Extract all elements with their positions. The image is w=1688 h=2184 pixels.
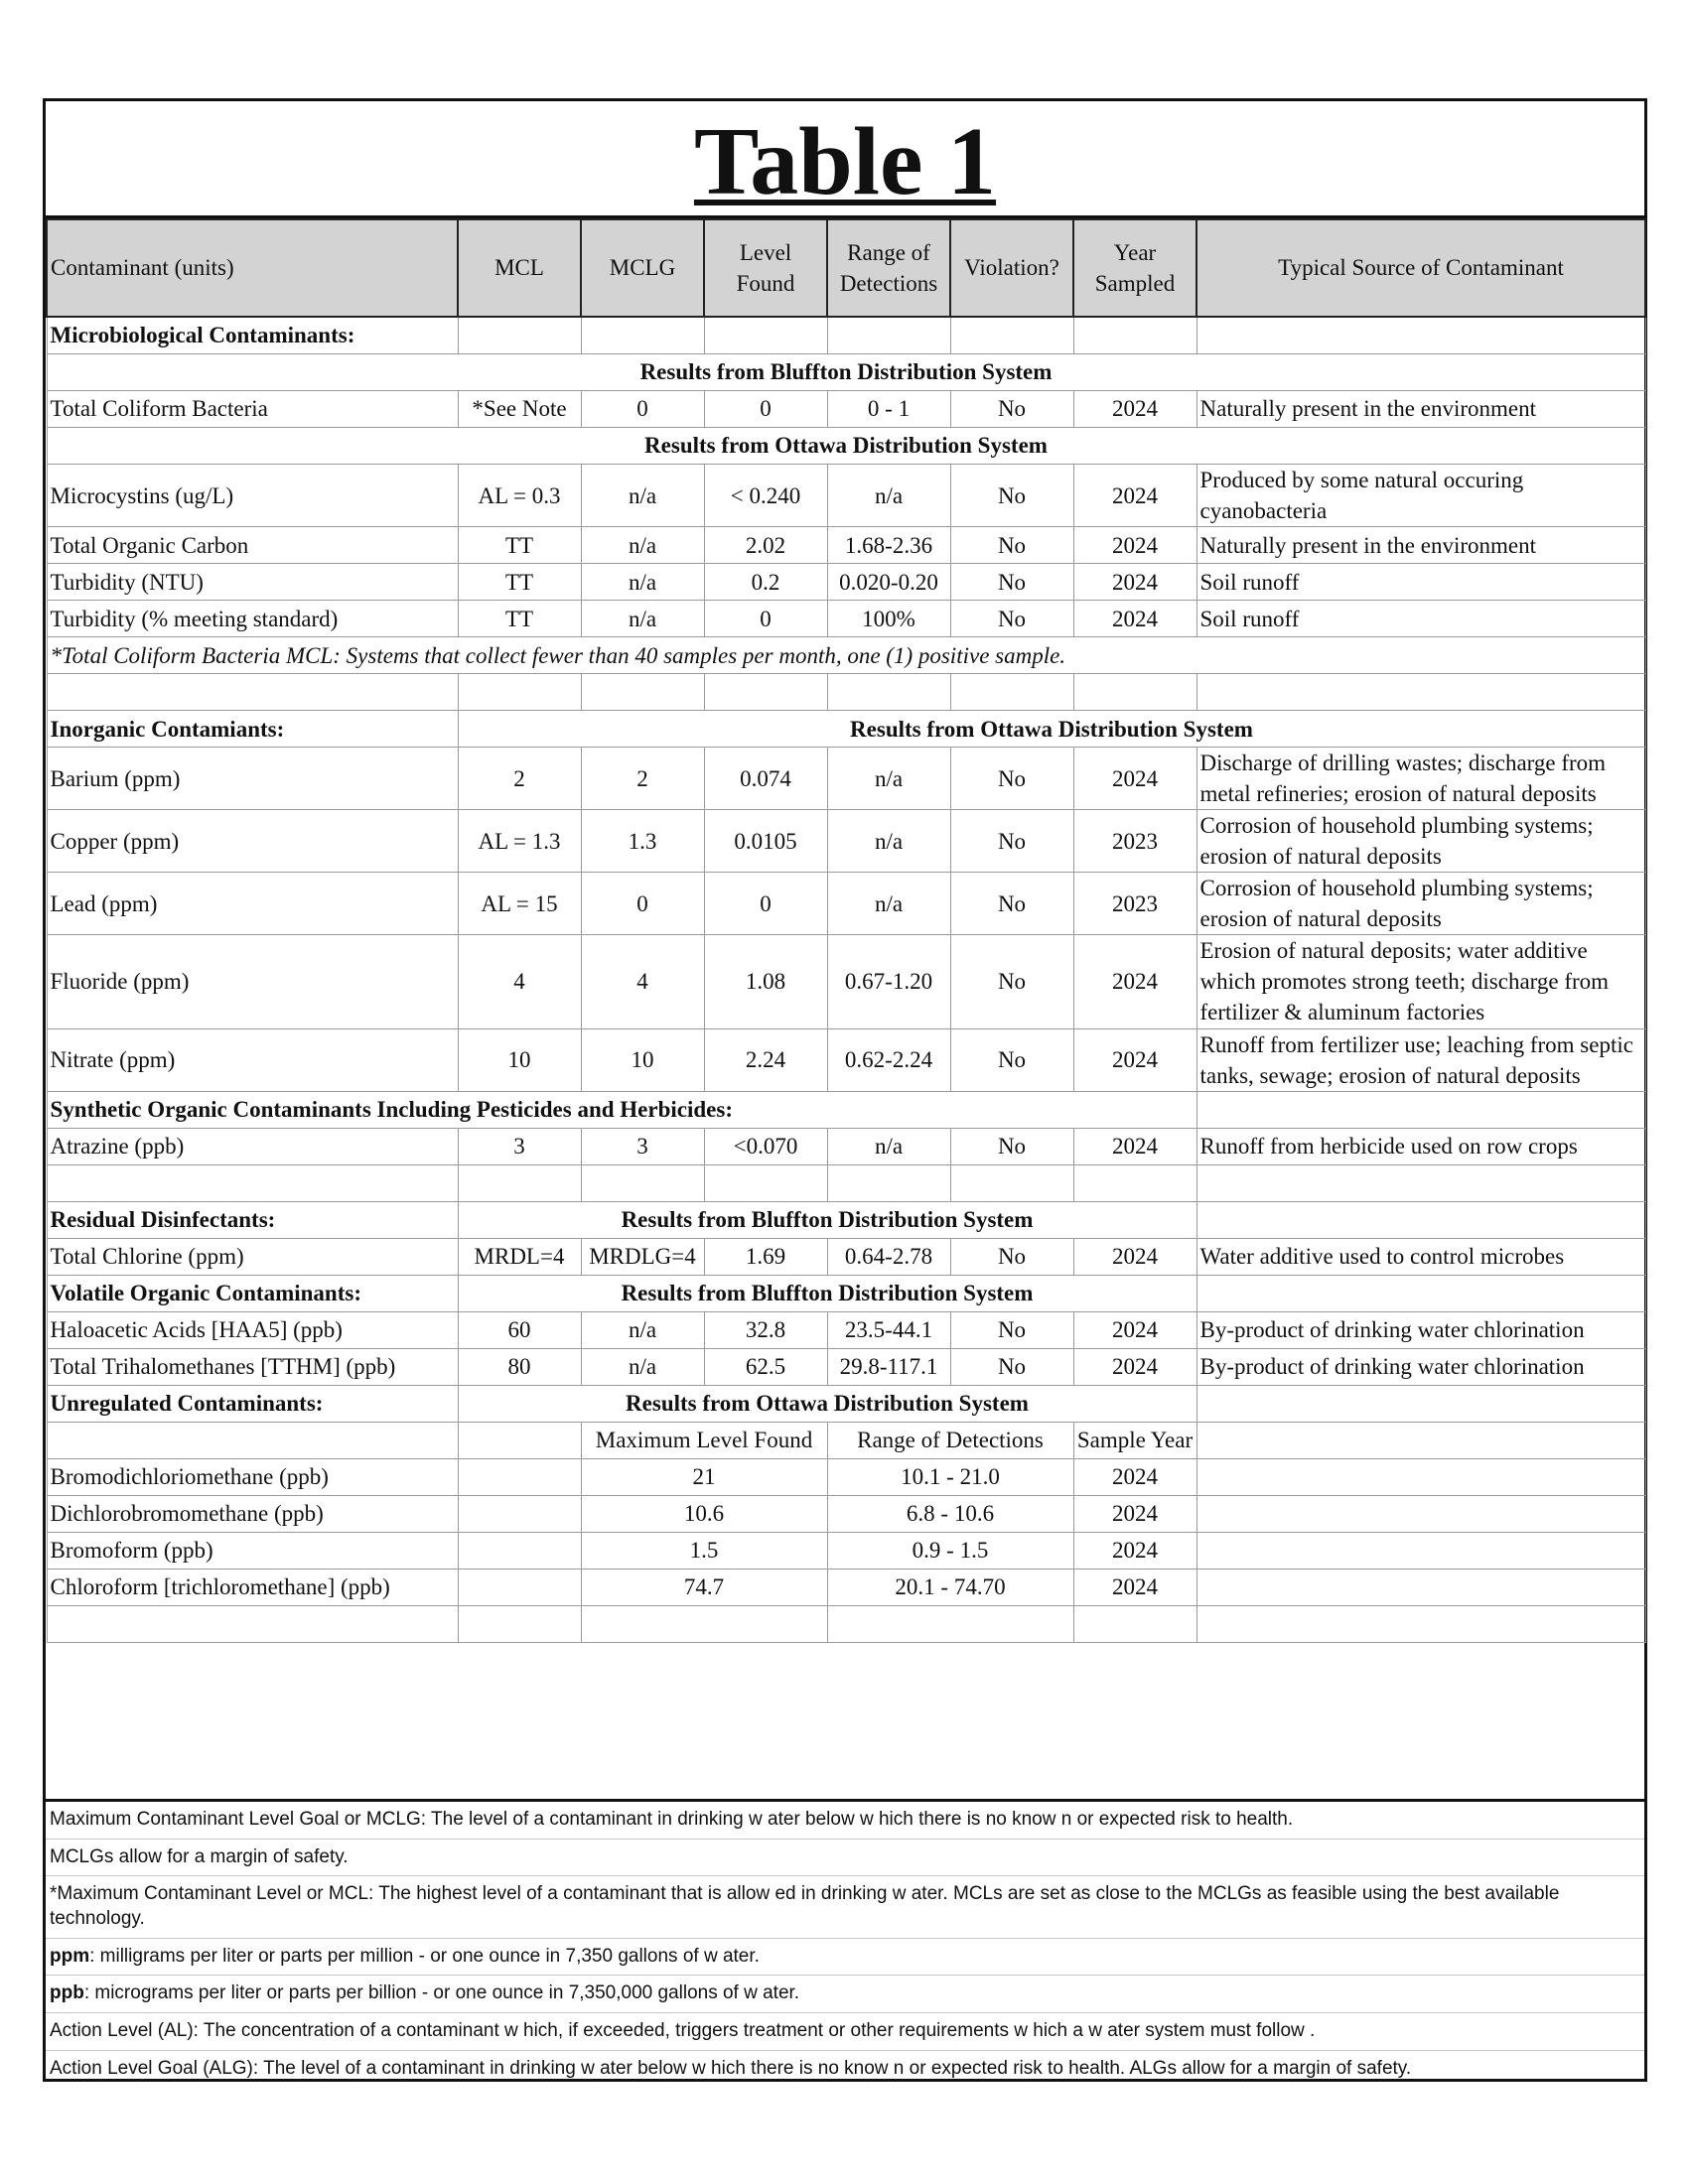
section-label: Synthetic Organic Contaminants Including Pesticides and Herbicides: [47, 1091, 1196, 1128]
mcl-cell: AL = 0.3 [458, 465, 581, 527]
definition-ppb [46, 1976, 1644, 2013]
year-cell: 2024 [1073, 391, 1196, 428]
definition-text: : milligrams per liter or parts per million - or one ounce in 7,350 gallons of w ater. [89, 1945, 760, 1967]
level-found-cell: < 0.240 [704, 465, 827, 527]
violation-cell: No [950, 1311, 1073, 1348]
source-cell: Discharge of drilling wastes; discharge from metal refineries; erosion of natural deposits [1196, 748, 1645, 810]
mcl-cell: 80 [458, 1348, 581, 1385]
mclg-cell: n/a [581, 1311, 704, 1348]
violation-cell: No [950, 810, 1073, 873]
year-cell: 2024 [1073, 1311, 1196, 1348]
range-cell: 0.64-2.78 [827, 1238, 950, 1275]
table-row [47, 810, 1645, 873]
results-heading-row [47, 354, 1645, 391]
range-cell: 0 - 1 [827, 391, 950, 428]
header-max-level: Maximum Level Found [581, 1422, 827, 1458]
contaminant-cell: Total Coliform Bacteria [47, 391, 458, 428]
range-cell: 0.62-2.24 [827, 1028, 950, 1091]
empty-cell [1196, 1458, 1645, 1495]
table-row [47, 391, 1645, 428]
results-heading: Results from Ottawa Distribution System [458, 711, 1645, 748]
level-found-cell: 0.074 [704, 748, 827, 810]
empty-cell [458, 1532, 581, 1569]
title-area [46, 101, 1644, 218]
header-contaminant: Contaminant (units) [47, 219, 458, 317]
level-found-cell: 0 [704, 391, 827, 428]
source-cell: Naturally present in the environment [1196, 391, 1645, 428]
violation-cell: No [950, 1348, 1073, 1385]
contaminant-cell: Haloacetic Acids [HAA5] (ppb) [47, 1311, 458, 1348]
source-cell: By-product of drinking water chlorination [1196, 1311, 1645, 1348]
level-found-cell: 62.5 [704, 1348, 827, 1385]
level-found-cell: 2.02 [704, 527, 827, 564]
range-cell: 23.5-44.1 [827, 1311, 950, 1348]
header-year: Year Sampled [1073, 219, 1196, 317]
section-row [47, 711, 1645, 748]
level-found-cell: <0.070 [704, 1128, 827, 1164]
contaminant-cell: Microcystins (ug/L) [47, 465, 458, 527]
section-row [47, 1091, 1645, 1128]
year-cell: 2023 [1073, 873, 1196, 935]
definition-al [46, 2013, 1644, 2051]
contaminant-cell: Total Trihalomethanes [TTHM] (ppb) [47, 1348, 458, 1385]
violation-cell: No [950, 1238, 1073, 1275]
contaminant-cell: Lead (ppm) [47, 873, 458, 935]
table-row [47, 1569, 1645, 1605]
sample-year-cell: 2024 [1073, 1569, 1196, 1605]
level-found-cell: 2.24 [704, 1028, 827, 1091]
max-level-cell: 21 [581, 1458, 827, 1495]
range-cell: 0.9 - 1.5 [827, 1532, 1073, 1569]
table-row [47, 1128, 1645, 1164]
mclg-cell: 0 [581, 391, 704, 428]
results-heading: Results from Bluffton Distribution System [458, 1201, 1196, 1238]
sample-year-cell: 2024 [1073, 1458, 1196, 1495]
source-cell: Corrosion of household plumbing systems; erosion of natural deposits [1196, 873, 1645, 935]
range-cell: 29.8-117.1 [827, 1348, 950, 1385]
table-row [47, 1458, 1645, 1495]
year-cell: 2024 [1073, 465, 1196, 527]
empty-cell [458, 1458, 581, 1495]
empty-cell [1196, 1495, 1645, 1532]
year-cell: 2024 [1073, 1028, 1196, 1091]
mcl-cell: 3 [458, 1128, 581, 1164]
header-range-detections: Range of Detections [827, 1422, 1073, 1458]
contaminant-cell: Total Organic Carbon [47, 527, 458, 564]
mclg-cell: n/a [581, 527, 704, 564]
range-cell: n/a [827, 748, 950, 810]
max-level-cell: 10.6 [581, 1495, 827, 1532]
definition-term: ppb [50, 1982, 84, 2004]
mclg-cell: 0 [581, 873, 704, 935]
coliform-note: *Total Coliform Bacteria MCL: Systems that collect fewer than 40 samples per month, one (1) positive sample. [47, 637, 1645, 674]
table-row [47, 873, 1645, 935]
section-label: Inorganic Contamiants: [47, 711, 458, 748]
empty-cell [458, 1495, 581, 1532]
note-row [47, 637, 1645, 674]
section-label: Microbiological Contaminants: [47, 317, 458, 354]
source-cell: Water additive used to control microbes [1196, 1238, 1645, 1275]
definition-text: Maximum Contaminant Level Goal or MCLG: The level of a contaminant in drinking w ater below w hich there is no know n or expected risk to health. [50, 1809, 1294, 1830]
max-level-cell: 74.7 [581, 1569, 827, 1605]
header-level-found: Level Found [704, 219, 827, 317]
definition-text: MCLGs allow for a margin of safety. [50, 1845, 349, 1867]
header-violation: Violation? [950, 219, 1073, 317]
level-found-cell: 0.2 [704, 564, 827, 601]
max-level-cell: 1.5 [581, 1532, 827, 1569]
mcl-cell: *See Note [458, 391, 581, 428]
year-cell: 2024 [1073, 935, 1196, 1028]
mclg-cell: 2 [581, 748, 704, 810]
table-row [47, 748, 1645, 810]
year-cell: 2024 [1073, 1128, 1196, 1164]
source-cell: By-product of drinking water chlorination [1196, 1348, 1645, 1385]
range-cell: 0.020-0.20 [827, 564, 950, 601]
definition-text: : micrograms per liter or parts per billion - or one ounce in 7,350,000 gallons of w ater. [83, 1982, 800, 2004]
source-cell: Soil runoff [1196, 564, 1645, 601]
definition-term: ppm [50, 1945, 90, 1967]
table-row [47, 601, 1645, 637]
mclg-cell: 10 [581, 1028, 704, 1091]
level-found-cell: 1.08 [704, 935, 827, 1028]
source-cell: Erosion of natural deposits; water additive which promotes strong teeth; discharge from fertilizer & aluminum factories [1196, 935, 1645, 1028]
range-cell: 1.68-2.36 [827, 527, 950, 564]
table-row [47, 564, 1645, 601]
mclg-cell: n/a [581, 564, 704, 601]
contaminant-cell: Atrazine (ppb) [47, 1128, 458, 1164]
contaminant-cell: Turbidity (NTU) [47, 564, 458, 601]
range-cell: n/a [827, 810, 950, 873]
section-row [47, 1275, 1645, 1311]
contaminant-cell: Dichlorobromomethane (ppb) [47, 1495, 458, 1532]
range-cell: n/a [827, 873, 950, 935]
mcl-cell: AL = 1.3 [458, 810, 581, 873]
header-range: Range of Detections [827, 219, 950, 317]
contaminant-table [46, 218, 1646, 1643]
contaminant-cell: Chloroform [trichloromethane] (ppb) [47, 1569, 458, 1605]
section-label: Volatile Organic Contaminants: [47, 1275, 458, 1311]
results-heading: Results from Ottawa Distribution System [47, 428, 1645, 465]
spacer-row [47, 1164, 1645, 1201]
level-found-cell: 1.69 [704, 1238, 827, 1275]
mclg-cell: MRDLG=4 [581, 1238, 704, 1275]
contaminant-cell: Nitrate (ppm) [47, 1028, 458, 1091]
empty-cell [1196, 1532, 1645, 1569]
year-cell: 2023 [1073, 810, 1196, 873]
header-mcl: MCL [458, 219, 581, 317]
mcl-cell: 4 [458, 935, 581, 1028]
spacer-row [47, 1605, 1645, 1642]
year-cell: 2024 [1073, 564, 1196, 601]
definition-text: Action Level Goal (ALG): The level of a contaminant in drinking w ater below w hich there is no know n or expected risk to health. ALGs allow for a margin of safety. [50, 2057, 1412, 2079]
definition-ppm [46, 1939, 1644, 1977]
source-cell: Naturally present in the environment [1196, 527, 1645, 564]
sample-year-cell: 2024 [1073, 1495, 1196, 1532]
mcl-cell: 10 [458, 1028, 581, 1091]
table-row [47, 465, 1645, 527]
violation-cell: No [950, 748, 1073, 810]
definition-mclg [46, 1802, 1644, 1840]
violation-cell: No [950, 873, 1073, 935]
mcl-cell: AL = 15 [458, 873, 581, 935]
contaminant-cell: Fluoride (ppm) [47, 935, 458, 1028]
table-row [47, 1311, 1645, 1348]
source-cell: Soil runoff [1196, 601, 1645, 637]
empty-cell [1196, 1569, 1645, 1605]
mclg-cell: n/a [581, 1348, 704, 1385]
violation-cell: No [950, 1128, 1073, 1164]
range-cell: 10.1 - 21.0 [827, 1458, 1073, 1495]
definitions [46, 1799, 1644, 2088]
table-row [47, 1495, 1645, 1532]
mclg-cell: 3 [581, 1128, 704, 1164]
level-found-cell: 32.8 [704, 1311, 827, 1348]
mcl-cell: TT [458, 601, 581, 637]
definition-mcl [46, 1876, 1644, 1938]
violation-cell: No [950, 935, 1073, 1028]
results-heading: Results from Bluffton Distribution System [458, 1275, 1196, 1311]
results-heading-row [47, 428, 1645, 465]
spacer-row [47, 674, 1645, 711]
unregulated-header-row [47, 1422, 1645, 1458]
table-header-row [47, 219, 1645, 317]
definition-text: *Maximum Contaminant Level or MCL: The highest level of a contaminant that is allow ed in drinking w ater. MCLs are set as close to the MCLGs as feasible using the best available technology. [50, 1883, 1560, 1930]
mcl-cell: TT [458, 527, 581, 564]
source-cell: Corrosion of household plumbing systems; erosion of natural deposits [1196, 810, 1645, 873]
contaminant-cell: Total Chlorine (ppm) [47, 1238, 458, 1275]
violation-cell: No [950, 601, 1073, 637]
mcl-cell: 60 [458, 1311, 581, 1348]
table-row [47, 1028, 1645, 1091]
table-row [47, 1348, 1645, 1385]
violation-cell: No [950, 465, 1073, 527]
source-cell: Produced by some natural occuring cyanobacteria [1196, 465, 1645, 527]
contaminant-cell: Turbidity (% meeting standard) [47, 601, 458, 637]
mcl-cell: MRDL=4 [458, 1238, 581, 1275]
mcl-cell: TT [458, 564, 581, 601]
level-found-cell: 0 [704, 873, 827, 935]
definition-alg [46, 2051, 1644, 2088]
year-cell: 2024 [1073, 527, 1196, 564]
definition-mclg-margin [46, 1840, 1644, 1877]
mclg-cell: n/a [581, 601, 704, 637]
definition-text: Action Level (AL): The concentration of a contaminant w hich, if exceeded, triggers treatment or other requirements w hich a w ater system must follow . [50, 2020, 1316, 2042]
section-row [47, 317, 1645, 354]
mcl-cell: 2 [458, 748, 581, 810]
violation-cell: No [950, 391, 1073, 428]
section-label: Unregulated Contaminants: [47, 1385, 458, 1422]
mclg-cell: 1.3 [581, 810, 704, 873]
table-row [47, 1532, 1645, 1569]
source-cell: Runoff from herbicide used on row crops [1196, 1128, 1645, 1164]
violation-cell: No [950, 527, 1073, 564]
results-heading: Results from Bluffton Distribution System [47, 354, 1645, 391]
page-title: Table 1 [693, 108, 997, 215]
header-sample-year: Sample Year [1073, 1422, 1196, 1458]
range-cell: 0.67-1.20 [827, 935, 950, 1028]
mclg-cell: 4 [581, 935, 704, 1028]
header-mclg: MCLG [581, 219, 704, 317]
range-cell: 20.1 - 74.70 [827, 1569, 1073, 1605]
mclg-cell: n/a [581, 465, 704, 527]
report-frame [43, 98, 1647, 2082]
contaminant-cell: Copper (ppm) [47, 810, 458, 873]
section-row [47, 1201, 1645, 1238]
range-cell: n/a [827, 1128, 950, 1164]
results-heading: Results from Ottawa Distribution System [458, 1385, 1196, 1422]
section-label: Residual Disinfectants: [47, 1201, 458, 1238]
sample-year-cell: 2024 [1073, 1532, 1196, 1569]
contaminant-cell: Bromoform (ppb) [47, 1532, 458, 1569]
level-found-cell: 0 [704, 601, 827, 637]
table-row [47, 527, 1645, 564]
range-cell: n/a [827, 465, 950, 527]
contaminant-cell: Barium (ppm) [47, 748, 458, 810]
violation-cell: No [950, 564, 1073, 601]
source-cell: Runoff from fertilizer use; leaching from septic tanks, sewage; erosion of natural deposits [1196, 1028, 1645, 1091]
year-cell: 2024 [1073, 601, 1196, 637]
level-found-cell: 0.0105 [704, 810, 827, 873]
contaminant-cell: Bromodichloriomethane (ppb) [47, 1458, 458, 1495]
empty-cell [458, 1569, 581, 1605]
table-row [47, 1238, 1645, 1275]
range-cell: 6.8 - 10.6 [827, 1495, 1073, 1532]
year-cell: 2024 [1073, 748, 1196, 810]
header-source: Typical Source of Contaminant [1196, 219, 1645, 317]
year-cell: 2024 [1073, 1238, 1196, 1275]
table-row [47, 935, 1645, 1028]
year-cell: 2024 [1073, 1348, 1196, 1385]
violation-cell: No [950, 1028, 1073, 1091]
section-row [47, 1385, 1645, 1422]
range-cell: 100% [827, 601, 950, 637]
